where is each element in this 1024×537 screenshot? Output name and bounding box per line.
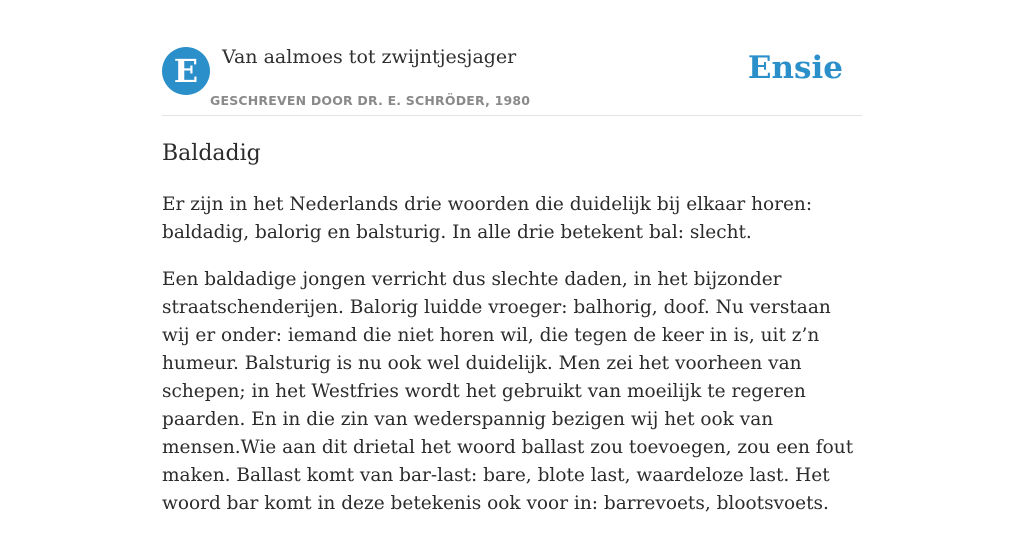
publisher-logo[interactable]: E [162,47,210,95]
book-title-link[interactable]: Van aalmoes tot zwijntjesjager [222,46,517,68]
author-byline: GESCHREVEN DOOR DR. E. SCHRÖDER, 1980 [210,93,531,108]
article-headword: Baldadig [162,141,261,166]
header-divider [162,115,862,116]
article-paragraph: Er zijn in het Nederlands drie woorden die duidelijk bij elkaar horen: baldadig, balorig en balsturig. In alle drie betekent bal: slecht. [162,194,813,243]
article-paragraph: Een baldadige jongen verricht dus slechte daden, in het bijzonder straatschenderijen. Balorig luidde vroeger: balhorig, doof. Nu verstaan wij er onder: iemand die niet horen wil, die tegen de keer in is, uit z’n humeur. Balsturig is nu ook wel duidelijk. Men zei het voorheen van schepen; in het Westfries wordt het gebruikt van moeilijk te regeren paarden. En in die zin van wederspannig bezigen wij het ook van mensen.Wie aan dit drietal het woord ballast zou toevoegen, zou een fout maken. Ballast komt van bar-last: bare, blote last, waardeloze last. Het woord bar komt in deze betekenis ook voor in: barrevoets, blootsvoets. [162,269,854,514]
article-body [162,139,862,537]
brand-logo[interactable]: Ensie [747,50,843,86]
